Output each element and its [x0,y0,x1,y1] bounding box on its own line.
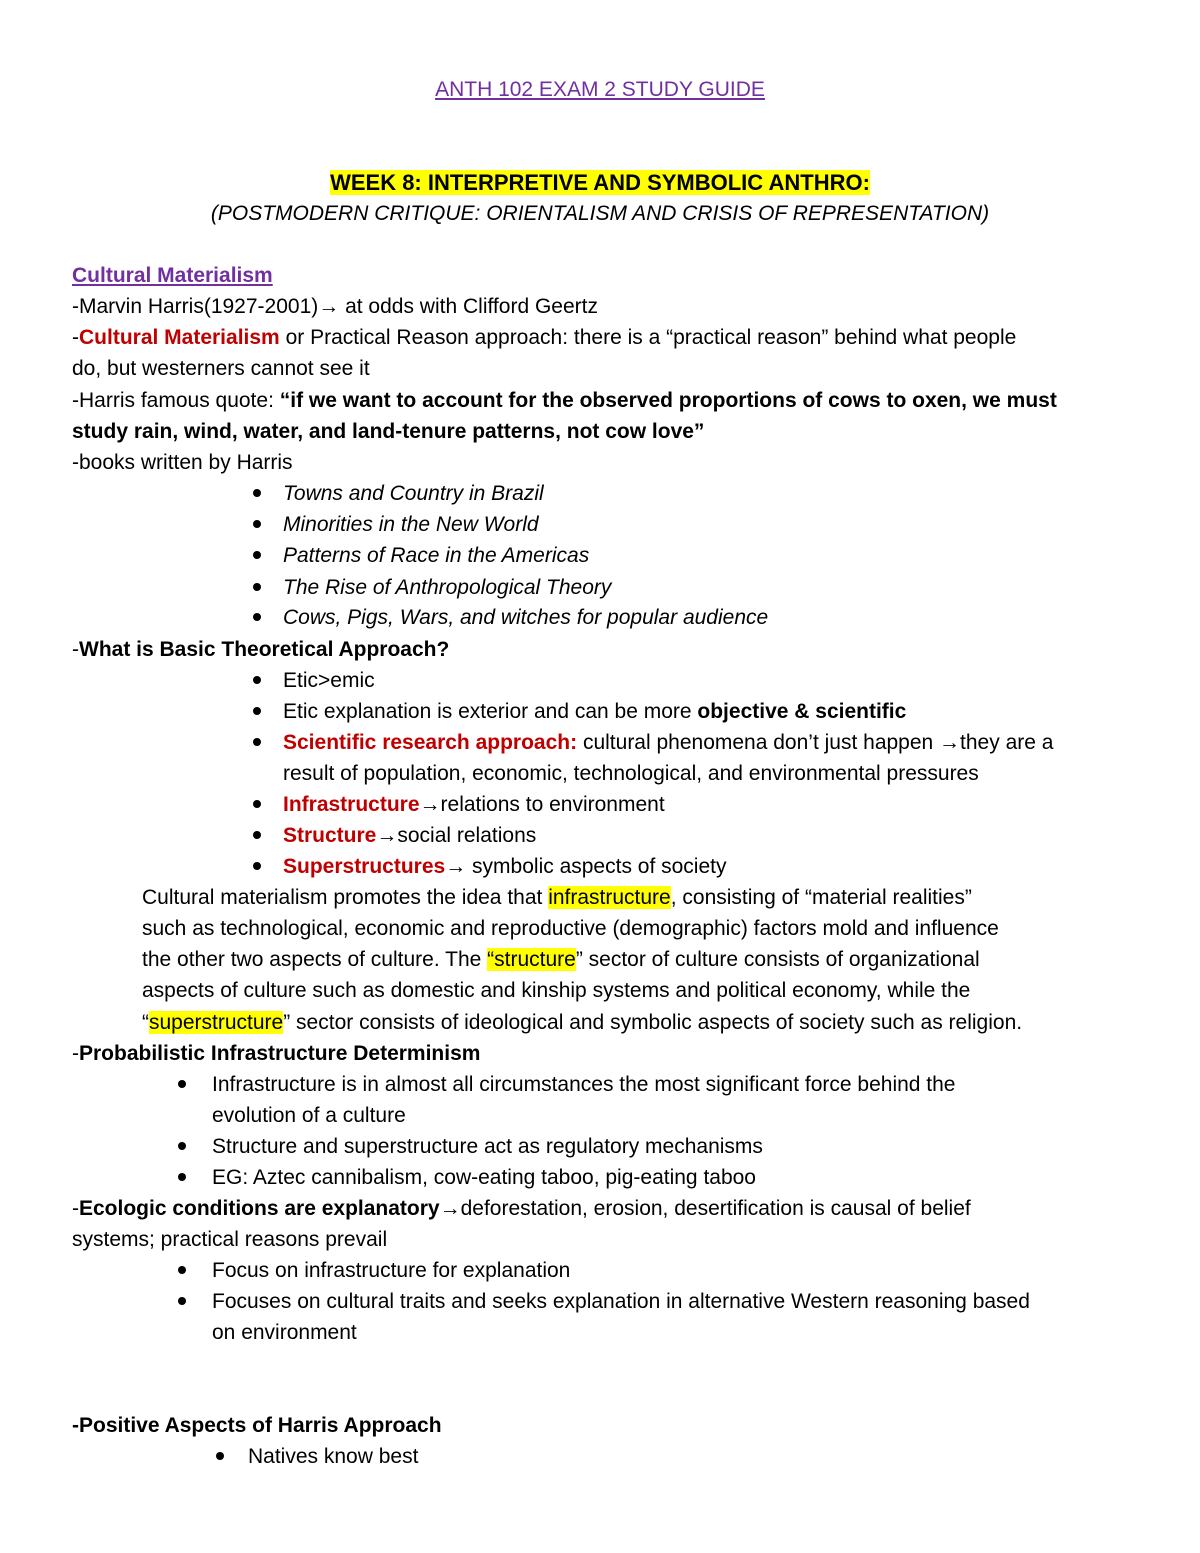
highlight-superstructure: superstructure [149,1011,284,1034]
week-heading-text: WEEK 8: INTERPRETIVE AND SYMBOLIC ANTHRO: [330,170,870,195]
book-item: Minorities in the New World [283,513,539,536]
bullet-icon [250,730,264,744]
basic-item-explanation [283,697,906,728]
highlight-structure: “structure [487,948,576,971]
paragraph-text: ” sector consists of ideological and symbolic aspects of society such as religion. [283,1011,1023,1034]
bullet-icon [250,512,264,526]
paragraph-line-3 [142,945,980,976]
bullet-icon [250,668,264,682]
bullet-icon [175,1165,189,1179]
book-item: The Rise of Anthropological Theory [283,576,612,599]
bullet-icon [250,605,264,619]
eco-item: Focus on infrastructure for explanation [212,1259,571,1282]
paragraph-text: “ [142,1011,149,1034]
cultural-materialism-line [72,323,1016,354]
basic-approach-heading [72,635,449,666]
cm-term: Cultural Materialism [79,326,280,349]
bullet-icon [250,543,264,557]
dash: - [72,1197,79,1220]
probabilistic-text: Probabilistic Infrastructure Determinism [79,1042,481,1065]
cultural-materialism-cont: do, but westerners cannot see it [72,357,370,380]
basic-item-structure [283,821,536,852]
paragraph-line-5 [142,1008,1022,1039]
quote-cont: study rain, wind, water, and land-tenure patterns, not cow love” [72,420,705,443]
prob-item: Structure and superstructure act as regulatory mechanisms [212,1135,763,1158]
harris-line: -Marvin Harris(1927-2001)→ at odds with Clifford Geertz [72,295,598,318]
prob-item: Infrastructure is in almost all circumstances the most significant force behind the [212,1073,956,1096]
bullet-icon [175,1258,189,1272]
ecologic-line [72,1194,971,1225]
week-subheading: (POSTMODERN CRITIQUE: ORIENTALISM AND CRISIS OF REPRESENTATION) [210,202,990,225]
structure-term: Structure [283,824,377,847]
infrastructure-term: Infrastructure [283,793,420,816]
scientific-term: Scientific research approach: [283,731,578,754]
explanation-text: Etic explanation is exterior and can be more [283,700,698,723]
basic-item-superstructures [283,852,726,883]
paragraph-line-2: such as technological, economic and reproductive (demographic) factors mold and influence [142,917,999,940]
basic-item-infrastructure [283,790,665,821]
bullet-icon [250,481,264,495]
books-heading: -books written by Harris [72,451,293,474]
infrastructure-rest: →relations to environment [419,793,665,816]
eco-item-cont: on environment [212,1321,357,1344]
book-item: Patterns of Race in the Americas [283,544,590,567]
positive-item: Natives know best [248,1445,419,1468]
bullet-icon [175,1072,189,1086]
book-item: Towns and Country in Brazil [283,482,544,505]
cm-rest: or Practical Reason approach: there is a “practical reason” behind what people [279,326,1017,349]
superstructures-rest: → symbolic aspects of society [445,855,727,878]
paragraph-line-1 [142,883,972,914]
structure-rest: →social relations [376,824,537,847]
quote-text: “if we want to account for the observed proportions of cows to oxen, we must [279,389,1057,412]
paragraph-text: the other two aspects of culture. The [142,948,488,971]
scientific-rest: cultural phenomena don’t just happen →they are a [577,731,1054,754]
basic-item-etic: Etic>emic [283,669,375,692]
positive-heading: -Positive Aspects of Harris Approach [72,1414,442,1437]
quote-prefix: -Harris famous quote: [72,389,280,412]
probabilistic-heading [72,1039,480,1070]
dash: - [72,638,79,661]
ecologic-rest: →deforestation, erosion, desertification is causal of belief [439,1197,971,1220]
eco-item: Focuses on cultural traits and seeks explanation in alternative Western reasoning based [212,1290,1030,1313]
ecologic-bold: Ecologic conditions are explanatory [79,1197,440,1220]
bullet-icon [250,575,264,589]
paragraph-text: Cultural materialism promotes the idea that [142,886,549,909]
highlight-infrastructure: infrastructure [548,886,671,909]
document-title [0,75,1200,106]
book-item: Cows, Pigs, Wars, and witches for popular audience [283,606,769,629]
bullet-icon [175,1289,189,1303]
paragraph-line-4: aspects of culture such as domestic and kinship systems and political economy, while the [142,979,971,1002]
bullet-icon [175,1134,189,1148]
basic-item-scientific [283,728,1053,759]
paragraph-text: ” sector of culture consists of organizational [575,948,980,971]
bullet-icon [250,699,264,713]
basic-approach-text: What is Basic Theoretical Approach? [79,638,450,661]
bullet-icon [250,823,264,837]
bullet-icon [213,1444,227,1458]
basic-item-scientific-cont: result of population, economic, technological, and environmental pressures [283,762,979,785]
ecologic-cont: systems; practical reasons prevail [72,1228,388,1251]
title-text: ANTH 102 EXAM 2 STUDY GUIDE [435,78,765,101]
dash: - [72,1042,79,1065]
dash: - [72,326,79,349]
prob-item-cont: evolution of a culture [212,1104,406,1127]
superstructures-term: Superstructures [283,855,446,878]
bullet-icon [250,792,264,806]
bullet-icon [250,854,264,868]
prob-item: EG: Aztec cannibalism, cow-eating taboo, pig-eating taboo [212,1166,756,1189]
paragraph-text: , consisting of “material realities” [670,886,972,909]
week-heading [0,168,1200,199]
explanation-bold: objective & scientific [697,700,907,723]
quote-line [72,386,1057,417]
section-heading: Cultural Materialism [72,264,273,287]
